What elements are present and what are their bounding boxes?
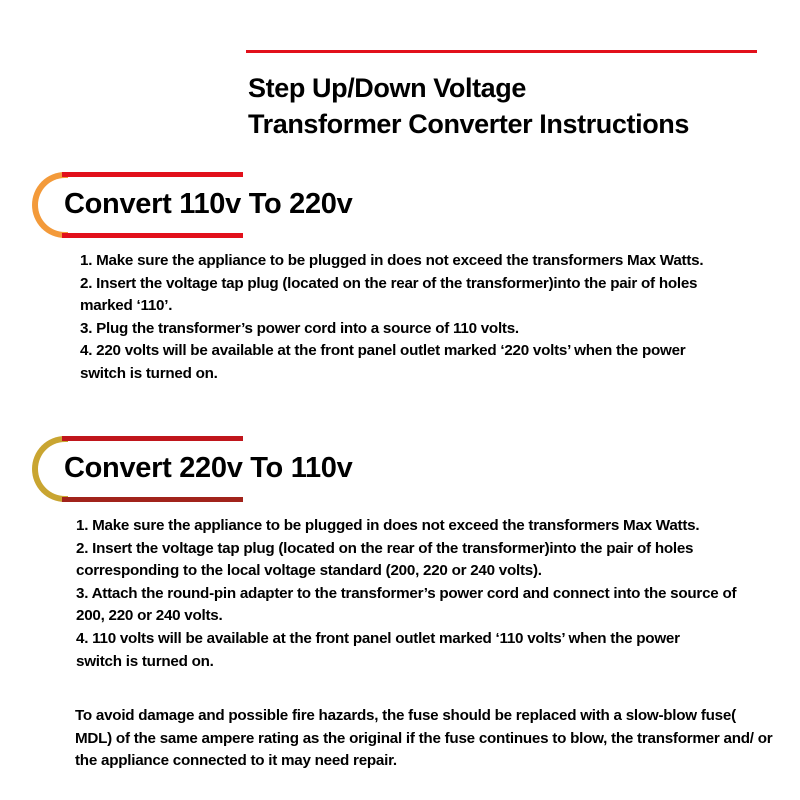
title-line-2: Transformer Converter Instructions: [248, 109, 690, 139]
bracket-decoration-icon: [32, 436, 68, 502]
section-1-steps: [80, 250, 780, 386]
step-2: 2. Insert the voltage tap plug (located on the rear of the transformer)into the pair of holes marked ‘110’.: [80, 274, 698, 315]
heading-bar-bottom: [62, 497, 243, 502]
bracket-decoration-icon: [32, 172, 68, 238]
step-4: 4. 220 volts will be available at the front panel outlet marked ‘220 volts’ when the power switch is turned on.: [80, 342, 686, 382]
section-heading-110-to-220: [32, 172, 432, 238]
step-3: 3. Plug the transformer’s power cord into a source of 110 volts.: [80, 319, 519, 337]
fuse-warning-note: To avoid damage and possible fire hazards, the fuse should be replaced with a slow-blow fuse( MDL) of the same ampere rating as the original if the fuse continues to blow, the transformer and/ or the appliance connected to it may need repair.: [75, 707, 773, 770]
page-title: [248, 70, 689, 142]
heading-bar-top: [62, 436, 243, 441]
step-4: 4. 110 volts will be available at the front panel outlet marked ‘110 volts’ when the power switch is turned on.: [76, 629, 680, 670]
section-heading-text: Convert 220v To 110v: [64, 452, 353, 484]
section-2-steps: [76, 515, 776, 673]
title-divider-rule: [246, 50, 757, 53]
step-3: 3. Attach the round-pin adapter to the transformer’s power cord and connect into the source of 200, 220 or 240 volts.: [76, 584, 737, 625]
title-line-1: Step Up/Down Voltage: [248, 73, 527, 103]
step-2: 2. Insert the voltage tap plug (located on the rear of the transformer)into the pair of holes corresponding to the local voltage standard (200, 220 or 240 volts).: [76, 539, 694, 580]
step-1: 1. Make sure the appliance to be plugged in does not exceed the transformers Max Watts.: [80, 252, 704, 269]
heading-bar-top: [62, 172, 243, 177]
section-heading-text: Convert 110v To 220v: [64, 188, 353, 220]
section-heading-220-to-110: [32, 436, 432, 502]
heading-bar-bottom: [62, 233, 243, 238]
step-1: 1. Make sure the appliance to be plugged in does not exceed the transformers Max Watts.: [76, 517, 700, 534]
